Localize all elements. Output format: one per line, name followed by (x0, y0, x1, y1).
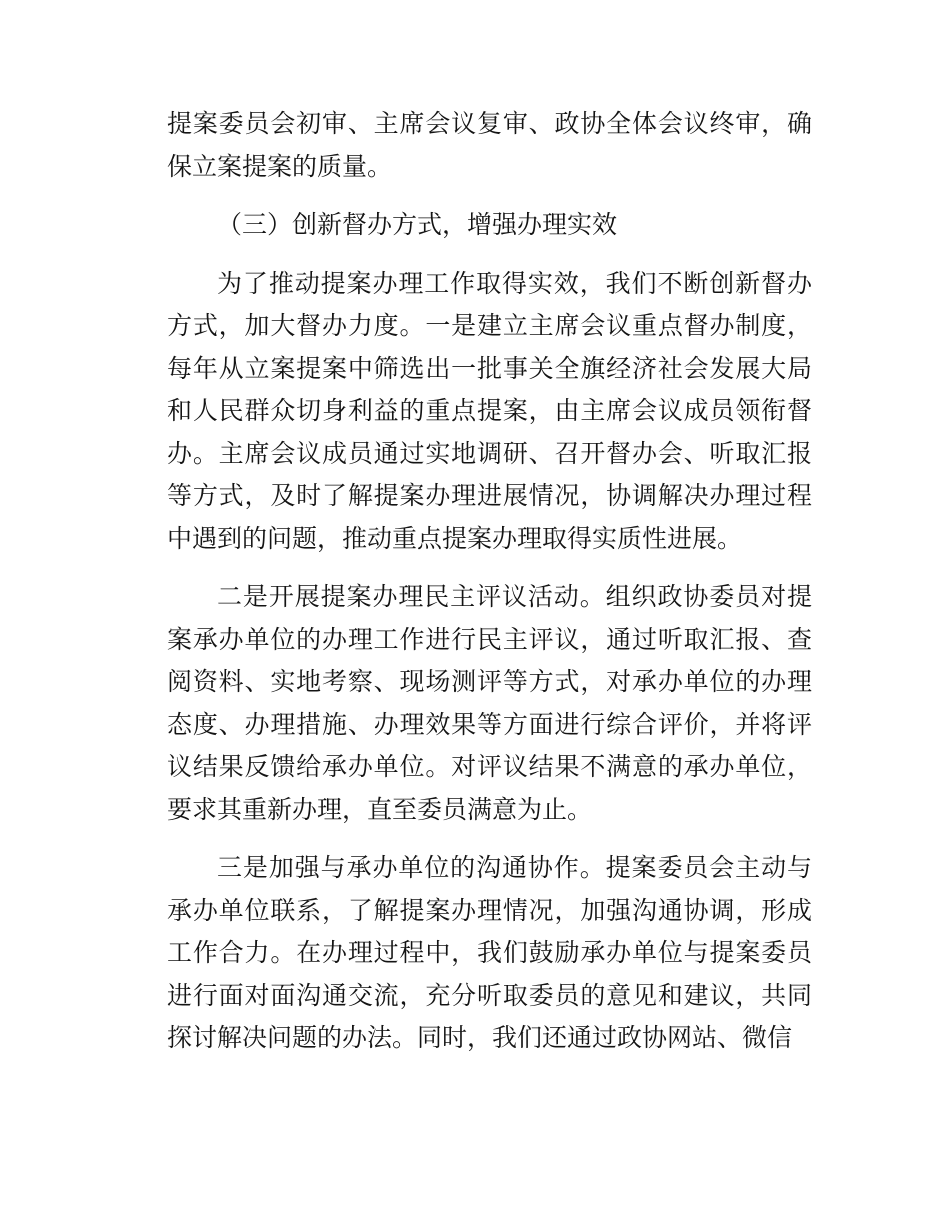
text-line: 保立案提案的质量。 (167, 153, 393, 181)
text-line: 为了推动提案办理工作取得实效，我们不断创新督办 (217, 270, 812, 298)
text-line: 每年从立案提案中筛选出一批事关全旗经济社会发展大局 (167, 355, 812, 383)
document-body (167, 104, 812, 1061)
text-line: 阅资料、实地考察、现场测评等方式，对承办单位的办理 (167, 669, 812, 696)
text-line: 议结果反馈给承办单位。对评议结果不满意的承办单位， (167, 754, 812, 781)
text-line: 方式，加大督办力度。一是建立主席会议重点督办制度， (167, 313, 812, 340)
text-line: 和人民群众切身利益的重点提案，由主席会议成员领衔督 (167, 398, 812, 425)
paragraph (167, 848, 812, 1061)
text-line: （三）创新督办方式，增强办理实效 (217, 212, 618, 239)
text-line: 提案委员会初审、主席会议复审、政协全体会议终审，确 (167, 111, 812, 138)
text-line: 工作合力。在办理过程中，我们鼓励承办单位与提案委员 (167, 940, 812, 967)
text-line: 探讨解决问题的办法。同时，我们还通过政协网站、微信 (167, 1025, 793, 1052)
text-line: 办。主席会议成员通过实地调研、召开督办会、听取汇报 (167, 440, 812, 468)
text-line: 承办单位联系，了解提案办理情况，加强沟通协调，形成 (167, 897, 812, 925)
paragraph (167, 264, 812, 562)
text-line: 进行面对面沟通交流，充分听取委员的意见和建议，共同 (167, 982, 812, 1010)
section-heading (167, 205, 812, 248)
text-line: 要求其重新办理，直至委员满意为止。 (167, 796, 593, 824)
text-line: 态度、办理措施、办理效果等方面进行综合评价，并将评 (167, 711, 812, 739)
text-line: 二是开展提案办理民主评议活动。组织政协委员对提 (217, 584, 812, 611)
paragraph (167, 104, 812, 189)
paragraph (167, 577, 812, 832)
text-line: 案承办单位的办理工作进行民主评议，通过听取汇报、查 (167, 626, 812, 654)
text-line: 中遇到的问题，推动重点提案办理取得实质性进展。 (167, 525, 743, 553)
text-line: 等方式，及时了解提案办理进展情况，协调解决办理过程 (167, 483, 812, 510)
text-line: 三是加强与承办单位的沟通协作。提案委员会主动与 (217, 855, 812, 882)
